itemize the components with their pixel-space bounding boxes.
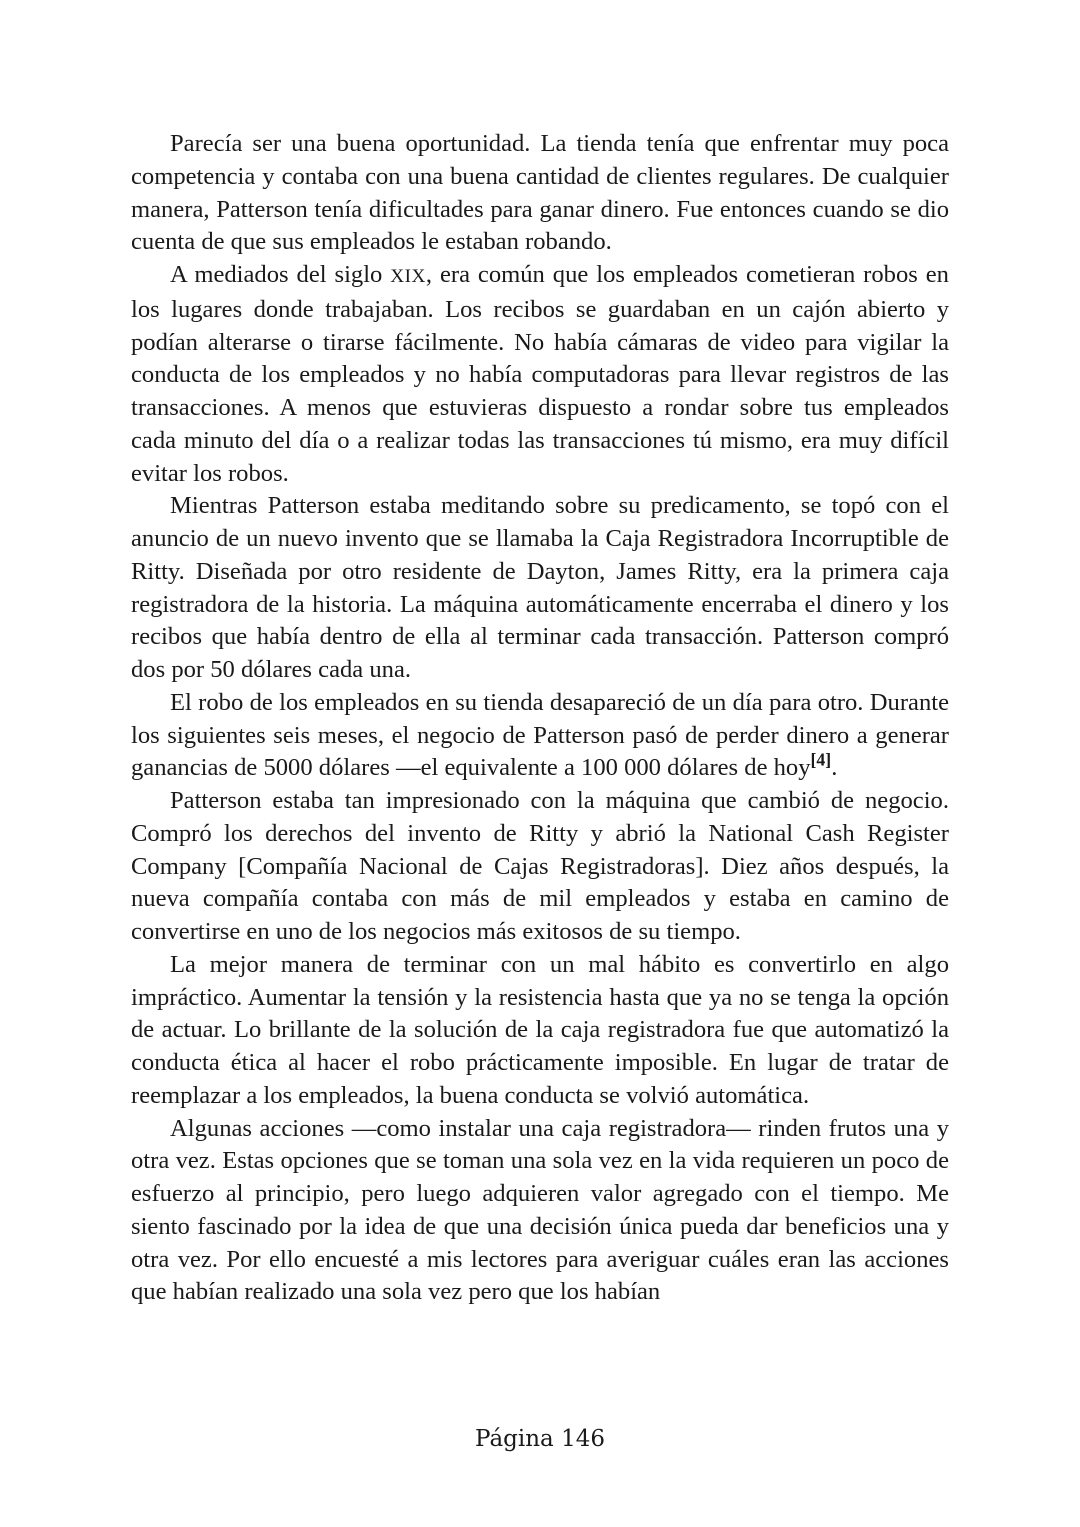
paragraph-7: Algunas acciones —como instalar una caja registradora— rinden frutos una y otra vez. Estas opciones que se toman una sola vez en la vida requieren un poco de esfuerzo al principio, pero luego adquieren valor agregado con el tiempo. Me siento fascinado por la idea de que una decisión única pueda dar beneficios una y otra vez. Por ello encuesté a mis lectores para averiguar cuáles eran las acciones que habían realizado una sola vez pero que los habían	[131, 1114, 949, 1306]
paragraph-2-rest: , era común que los empleados cometieran robos en los lugares donde trabajaban. Los recibos se guardaban en un cajón abierto y podían alterarse o tirarse fácilmente. No había cámaras de video para vigilar la conducta de los empleados y no había computadoras para llevar registros de las transacciones. A menos que estuvieras dispuesto a rondar sobre tus empleados cada minuto del día o a realizar todas las transacciones tú mismo, era muy difícil evitar los robos.	[131, 261, 949, 487]
page-number: Página 146	[475, 1426, 605, 1452]
paragraph-1: Parecía ser una buena oportunidad. La tienda tenía que enfrentar muy poca competencia y contaba con una buena cantidad de clientes regulares. De cualquier manera, Patterson tenía dificultades para ganar dinero. Fue entonces cuando se dio cuenta de que sus empleados le estaban robando.	[131, 130, 949, 256]
century-numeral: XIX	[390, 266, 426, 287]
paragraph-4	[131, 687, 949, 785]
paragraph-6: La mejor manera de terminar con un mal hábito es convertirlo en algo impráctico. Aumentar la tensión y la resistencia hasta que ya no se tenga la opción de actuar. Lo brillante de la solución de la caja registradora fue que automatizó la conducta ética al hacer el robo prácticamente imposible. En lugar de tratar de reemplazar a los empleados, la buena conducta se volvió automática.	[131, 950, 949, 1109]
paragraph-5: Patterson estaba tan impresionado con la máquina que cambió de negocio. Compró los derechos del invento de Ritty y abrió la National Cash Register Company [Compañía Nacional de Cajas Registradoras]. Diez años después, la nueva compañía contaba con más de mil empleados y estaba en camino de convertirse en uno de los negocios más exitosos de su tiempo.	[131, 787, 949, 945]
paragraph-4-text: El robo de los empleados en su tienda desapareció de un día para otro. Durante los siguientes seis meses, el negocio de Patterson pasó de perder dinero a generar ganancias de 5000 dólares —el equivalente a 100 000 dólares de hoy	[131, 688, 949, 782]
paragraph-2	[131, 259, 949, 490]
paragraph-4-end: .	[831, 754, 838, 782]
footnote-reference-link[interactable]: [4]	[810, 749, 832, 770]
paragraph-3: Mientras Patterson estaba meditando sobre su predicamento, se topó con el anuncio de un nuevo invento que se llamaba la Caja Registradora Incorruptible de Ritty. Diseñada por otro residente de Dayton, James Ritty, era la primera caja registradora de la historia. La máquina automáticamente encerraba el dinero y los recibos que había dentro de ella al terminar cada transacción. Patterson compró dos por 50 dólares cada una.	[131, 492, 949, 683]
paragraph-2-start: A mediados del siglo	[170, 261, 391, 288]
page-body	[131, 128, 949, 1309]
